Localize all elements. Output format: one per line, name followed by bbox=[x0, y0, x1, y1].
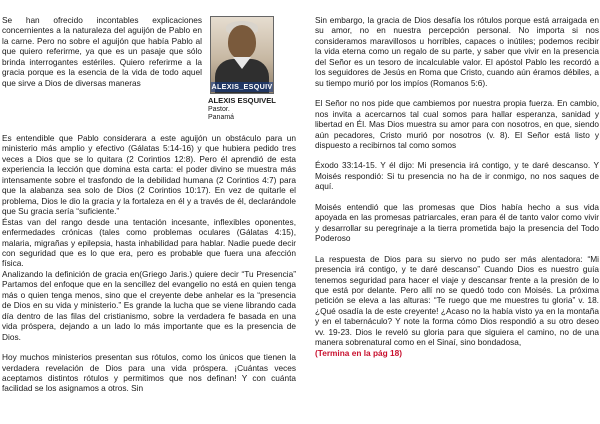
right-paragraph-4: Moisés entendió que las promesas que Dios había hecho a sus vida apoyada en las promesas patriarcales, eran para él de tanto valor como vivir y desarrollar su peregrinaje a la tierra prometida bajo la presencia del Todo Poderoso bbox=[315, 201, 599, 244]
left-paragraph-4: Analizando la definición de gracia en(Griego Jaris.) quiere decir “Tu Presencia” Partamos del enfoque que en la sencillez del evangelio no está en quien tenga más o quien tenga menos, sino que el creyente debe anhelar es la “presencia de Dios en su vida y ministerio.” Es grande la lucha que se viene librando cada día dentro de las filas del cristianismo, sobre la verdadera fe basada en una vida próspera, dejando a un lado lo más importante que es la presencia de Dios. bbox=[2, 268, 296, 342]
left-paragraph-3: Éstas van del rango desde una tentación incesante, inflexibles oponentes, enfermedades crónicas (tales como problemas oculares (Gálatas 4:15), malaria, migrañas y epilepsia, hasta inhabilidad para hablar. Nadie puede decir con seguridad que es lo que era, pero es probable que fuera una afección física. bbox=[2, 216, 296, 269]
right-paragraph-5 bbox=[315, 254, 599, 359]
right-paragraph-5-text: La respuesta de Dios para su siervo no pudo ser más alentadora: “Mi presencia irá contigo, y te daré descanso” Cuando Dios es nuestro guía tenemos seguridad para hacer el viaje y descansar frente a la presión de lo que está por delante. Pero allí no se quedó todo con Moisés. La próxima petición se eleva a las alturas: “Te ruego que me muestres tu gloria” v. 18. ¿Qué osadía la de este creyente! ¿Acaso no la había visto ya en la montaña y en el tabernáculo? Y note la forma cómo Dios respondió a su otro deseo vv. 19-23. Dios le reveló su gloria para que siguiera el camino, no de una manera sobrenatural como en el Sinaí, sino bondadosa, bbox=[315, 253, 599, 348]
photo-head bbox=[228, 25, 256, 59]
right-column bbox=[315, 0, 599, 358]
author-name: ALEXIS ESQUIVEL bbox=[208, 96, 276, 105]
author-role: Pastor. bbox=[208, 105, 230, 113]
left-paragraph-1: Se han ofrecido incontables explicaciones concernientes a la naturaleza del aguijón de Pablo en la carne. Pero no sobre el aguijón que había Pablo al que quiero referirme, ya que es un pasaje que sólo brinda interrogantes estériles. Quiero referirme a la gracia porque es la esencia de la vida de todo aquel que sirve a Dios de diversas maneras bbox=[2, 15, 202, 88]
continued-note: (Termina en la pág 18) bbox=[315, 347, 402, 358]
right-paragraph-2: El Señor no nos pide que cambiemos por nuestra propia fuerza. En cambio, nos invita a acercarnos tal cual somos para hallar esperanza, sanidad y libertad en Él. Mas Dios muestra su amor para con nosotros, en que, siendo aún pecadores, Cristo murió por nosotros (v. 8). El Señor está listo y dispuesto a recibirnos tal como somos bbox=[315, 98, 599, 150]
left-column bbox=[2, 0, 296, 394]
right-paragraph-3: Éxodo 33:14-15. Y él dijo: Mi presencia irá contigo, y te daré descanso. Y Moisés respondió: Si tu presencia no ha de ir conmigo, no nos saques de aquí. bbox=[315, 160, 599, 192]
left-paragraph-2: Es entendible que Pablo considerara a este aguijón un obstáculo para un ministerio más amplio y efectivo (Gálatas 5:14-16) y que hubiera pedido tres veces a Dios que se lo quitara (2 Corintios 12:8). Pero él aprendió de esta experiencia la lección que domina esta carta: el poder divino se muestra más intensamente sobre el trasfondo de la debilidad humana (2 Corintios 4:7) para que la alabanza sea solo de Dios (2 Corintios 10:17). En vez de quitarle el problema, Dios le dio la gracia y la fortaleza en él y a través de él, declarándole que Su gracia sería “suficiente.” bbox=[2, 133, 296, 217]
author-box bbox=[208, 16, 296, 122]
left-paragraph-5: Hoy muchos ministerios presentan sus rótulos, como los únicos que tienen la verdadera revelación de Dios para una vida próspera. ¡Cuántas veces aceptamos distintos rótulos y permitimos que nos definan! Y con cuánta facilidad se los asignamos a otros. Sin bbox=[2, 352, 296, 394]
right-paragraph-1: Sin embargo, la gracia de Dios desafía los rótulos porque está arraigada en su amor, no en nuestra percepción personal. No importa si nos consideramos maravillosos u horribles, capaces o inútiles; podemos recibir la vida eterna como un regalo de su parte, y saber que vivir en la presencia del Señor es un tesoro de incalculable valor. El apóstol Pablo les recordó a los seguidores de Jesús en Roma que Cristo, cuando aún éramos débiles, a su tiempo murió por los impíos (Romanos 5:6). bbox=[315, 15, 599, 88]
photo-caption: ALEXIS_ESQUIV bbox=[211, 81, 273, 91]
author-photo bbox=[210, 16, 274, 94]
author-location: Panamá bbox=[208, 113, 235, 121]
